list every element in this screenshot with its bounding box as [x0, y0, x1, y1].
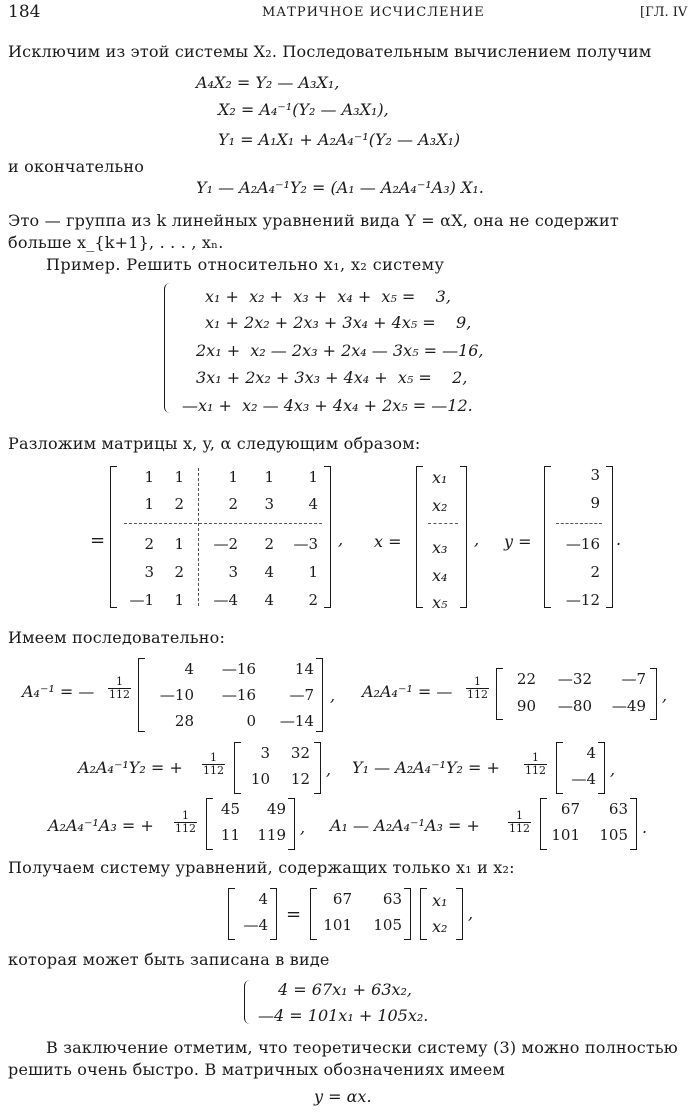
alpha-cell: 4: [308, 495, 318, 513]
a1diff-cell: 67: [560, 800, 580, 818]
equation-x2: X₂ = A₄⁻¹(Y₂ — A₃X₁),: [218, 100, 389, 119]
comma: ,: [300, 818, 306, 837]
a2a4inv-fraction: $\frac{1}{112}$: [467, 675, 488, 701]
a1diff-fraction: $\frac{1}{112}$: [509, 809, 530, 835]
alpha-cell: 2: [174, 495, 184, 513]
comma: ,: [610, 760, 616, 779]
a2a4invy2-cell: 32: [290, 744, 310, 762]
a2a4inv-label: A₂A₄⁻¹ = —: [362, 682, 453, 701]
alpha-left-bracket: [110, 466, 117, 608]
paragraph-finally: и окончательно: [8, 157, 145, 176]
a4inv-cell: —7: [289, 686, 314, 704]
reduced-lhs-right-bracket: [270, 888, 277, 940]
x-right-bracket: [460, 466, 467, 608]
a2a4invy2-cell: 3: [260, 744, 270, 762]
paragraph-written: которая может быть записана в виде: [8, 950, 330, 969]
paragraph-conclusion: В заключение отметим, что теоретически систему (3) можно полностью: [46, 1038, 678, 1057]
a4inv-cell: 0: [246, 712, 256, 730]
running-title: МАТРИЧНОЕ ИСЧИСЛЕНИЕ: [262, 5, 485, 20]
y1diff-cell: —4: [571, 770, 596, 788]
a4inv-cell: —16: [221, 660, 256, 678]
x-partition: [428, 523, 458, 524]
a2a4inva3-cell: 119: [257, 826, 286, 844]
reduced-mat-cell: 101: [323, 916, 352, 934]
reduced-vec-right-bracket: [456, 888, 463, 940]
alpha-cell: 1: [228, 468, 238, 486]
equation-final-group: Y₁ — A₂A₄⁻¹Y₂ = (A₁ — A₂A₄⁻¹A₃) X₁.: [196, 178, 484, 197]
alpha-cell: —3: [293, 535, 318, 553]
alpha-partition-vertical: [198, 468, 199, 606]
chapter-label: [ГЛ. IV: [640, 5, 688, 20]
a2a4inva3-cell: 11: [220, 826, 240, 844]
a2a4inva3-fraction: $\frac{1}{112}$: [175, 809, 196, 835]
alpha-cell: 1: [144, 495, 154, 513]
alpha-right-bracket: [324, 466, 331, 608]
final-eq-1: 4 = 67x₁ + 63x₂,: [278, 980, 413, 999]
y-item: 3: [590, 466, 600, 484]
paragraph-intro: Исключим из этой системы X₂. Последовательным вычислением получим: [8, 42, 652, 61]
y-item: 2: [590, 563, 600, 581]
x-item: x₁: [432, 468, 448, 487]
equation-a4x2: A₄X₂ = Y₂ — A₃X₁,: [196, 73, 340, 92]
a4inv-left-bracket: [138, 658, 145, 732]
a2a4invy2-label: A₂A₄⁻¹Y₂ = +: [78, 758, 183, 777]
alpha-cell: 3: [144, 563, 154, 581]
a4inv-cell: —16: [221, 686, 256, 704]
a2a4inv-cell: —49: [611, 697, 646, 715]
a2a4invy2-right-bracket: [314, 742, 321, 794]
a1diff-label: A₁ — A₂A₄⁻¹A₃ = +: [330, 816, 480, 835]
a1diff-cell: 63: [608, 800, 628, 818]
a2a4inva3-right-bracket: [288, 798, 295, 850]
alpha-cell: 3: [228, 563, 238, 581]
y-item: —12: [565, 591, 600, 609]
paragraph-group: Это — группа из k линейных уравнений вида Y = αX, она не содержит: [8, 211, 619, 230]
paragraph-sequentially: Имеем последовательно:: [8, 628, 226, 647]
alpha-cell: 1: [174, 468, 184, 486]
period: .: [642, 818, 648, 837]
a2a4invy2-cell: 10: [250, 770, 270, 788]
x-item: x₃: [432, 538, 448, 557]
reduced-mat-cell: 105: [373, 916, 402, 934]
alpha-cell: 2: [264, 535, 274, 553]
y1diff-right-bracket: [598, 742, 605, 794]
y-item: —16: [565, 535, 600, 553]
alpha-cell: 1: [174, 535, 184, 553]
reduced-mat-cell: 67: [332, 890, 352, 908]
comma: ,: [474, 530, 480, 549]
alpha-partition-horizontal: [124, 523, 322, 524]
reduced-lhs-cell: —4: [243, 916, 268, 934]
alpha-cell: 1: [264, 468, 274, 486]
a2a4invy2-cell: 12: [290, 770, 310, 788]
equation-y-alpha-x: y = αx.: [314, 1087, 372, 1106]
reduced-vec-left-bracket: [420, 888, 427, 940]
final-system-brace: [244, 980, 252, 1024]
a2a4inv-right-bracket: [650, 668, 657, 720]
equals-sign: =: [90, 530, 106, 551]
y-left-bracket: [544, 466, 551, 608]
equals-sign: =: [286, 904, 302, 925]
period: .: [616, 530, 622, 549]
a1diff-cell: 105: [599, 826, 628, 844]
reduced-vec-cell: x₁: [432, 891, 448, 910]
a2a4inv-cell: 90: [516, 697, 536, 715]
a2a4inv-cell: 22: [516, 670, 536, 688]
comma: ,: [662, 686, 668, 705]
alpha-cell: 2: [144, 535, 154, 553]
a2a4invy2-fraction: $\frac{1}{112}$: [203, 751, 224, 777]
comma: ,: [326, 760, 332, 779]
a1diff-right-bracket: [630, 798, 637, 850]
a4inv-cell: 28: [174, 712, 194, 730]
alpha-cell: 2: [308, 591, 318, 609]
a2a4inva3-cell: 45: [220, 800, 240, 818]
system-brace: [164, 283, 173, 413]
a4inv-cell: 4: [184, 660, 194, 678]
a4inv-cell: —14: [279, 712, 314, 730]
paragraph-group-cont: больше x_{k+1}, . . . , xₙ.: [8, 233, 224, 252]
alpha-cell: 2: [174, 563, 184, 581]
a4inv-right-bracket: [316, 658, 323, 732]
x-item: x₂: [432, 496, 448, 515]
a4inv-cell: —10: [159, 686, 194, 704]
paragraph-reduced: Получаем систему уравнений, содержащих только x₁ и x₂:: [8, 858, 515, 877]
system-row: x₁ + 2x₂ + 2x₃ + 3x₄ + 4x₅ = 9,: [205, 313, 472, 332]
y1diff-fraction: $\frac{1}{112}$: [525, 751, 546, 777]
alpha-cell: 1: [144, 468, 154, 486]
reduced-vec-cell: x₂: [432, 917, 448, 936]
y-vector-label: y =: [504, 532, 532, 551]
y-partition: [556, 523, 602, 524]
x-item: x₅: [432, 593, 448, 612]
comma: ,: [330, 686, 336, 705]
paragraph-conclusion-cont: решить очень быстро. В матричных обозначениях имеем: [8, 1060, 506, 1079]
a4inv-cell: 14: [294, 660, 314, 678]
x-vector-label: x =: [374, 532, 402, 551]
x-left-bracket: [416, 466, 423, 608]
a2a4inv-cell: —80: [557, 697, 592, 715]
alpha-cell: 1: [308, 468, 318, 486]
y1diff-label: Y₁ — A₂A₄⁻¹Y₂ = +: [352, 758, 500, 777]
system-row: —x₁ + x₂ — 4x₃ + 4x₄ + 2x₅ = —12.: [182, 396, 473, 415]
alpha-cell: 4: [264, 563, 274, 581]
example-heading: Пример. Решить относительно x₁, x₂ систему: [46, 255, 445, 274]
alpha-cell: —1: [129, 591, 154, 609]
system-row: 2x₁ + x₂ — 2x₃ + 2x₄ — 3x₅ = —16,: [196, 341, 484, 360]
alpha-cell: 3: [264, 495, 274, 513]
alpha-cell: —4: [213, 591, 238, 609]
y-right-bracket: [606, 466, 613, 608]
reduced-lhs-cell: 4: [258, 890, 268, 908]
alpha-cell: 1: [308, 563, 318, 581]
alpha-cell: 4: [264, 591, 274, 609]
a4inv-fraction: $\frac{1}{112}$: [109, 675, 130, 701]
a4inv-label: A₄⁻¹ = —: [22, 682, 95, 701]
a2a4inv-cell: —32: [557, 670, 592, 688]
system-row: 3x₁ + 2x₂ + 3x₃ + 4x₄ + x₅ = 2,: [196, 368, 468, 387]
alpha-cell: 2: [228, 495, 238, 513]
page-number: 184: [8, 2, 41, 22]
x-item: x₄: [432, 566, 448, 585]
y-item: 9: [590, 494, 600, 512]
alpha-cell: 1: [174, 591, 184, 609]
final-eq-2: —4 = 101x₁ + 105x₂.: [258, 1006, 429, 1025]
reduced-mat-cell: 63: [382, 890, 402, 908]
system-row: x₁ + x₂ + x₃ + x₄ + x₅ = 3,: [205, 287, 451, 306]
a1diff-cell: 101: [551, 826, 580, 844]
a2a4inva3-cell: 49: [266, 800, 286, 818]
paragraph-decompose: Разложим матрицы x, y, α следующим образом:: [8, 434, 421, 453]
a2a4inv-cell: —7: [621, 670, 646, 688]
comma: ,: [468, 904, 474, 923]
y1diff-cell: 4: [586, 744, 596, 762]
alpha-cell: —2: [213, 535, 238, 553]
equation-y1: Y₁ = A₁X₁ + A₂A₄⁻¹(Y₂ — A₃X₁): [218, 130, 461, 149]
reduced-mat-right-bracket: [404, 888, 411, 940]
comma: ,: [338, 530, 344, 549]
a2a4inva3-label: A₂A₄⁻¹A₃ = +: [48, 816, 154, 835]
